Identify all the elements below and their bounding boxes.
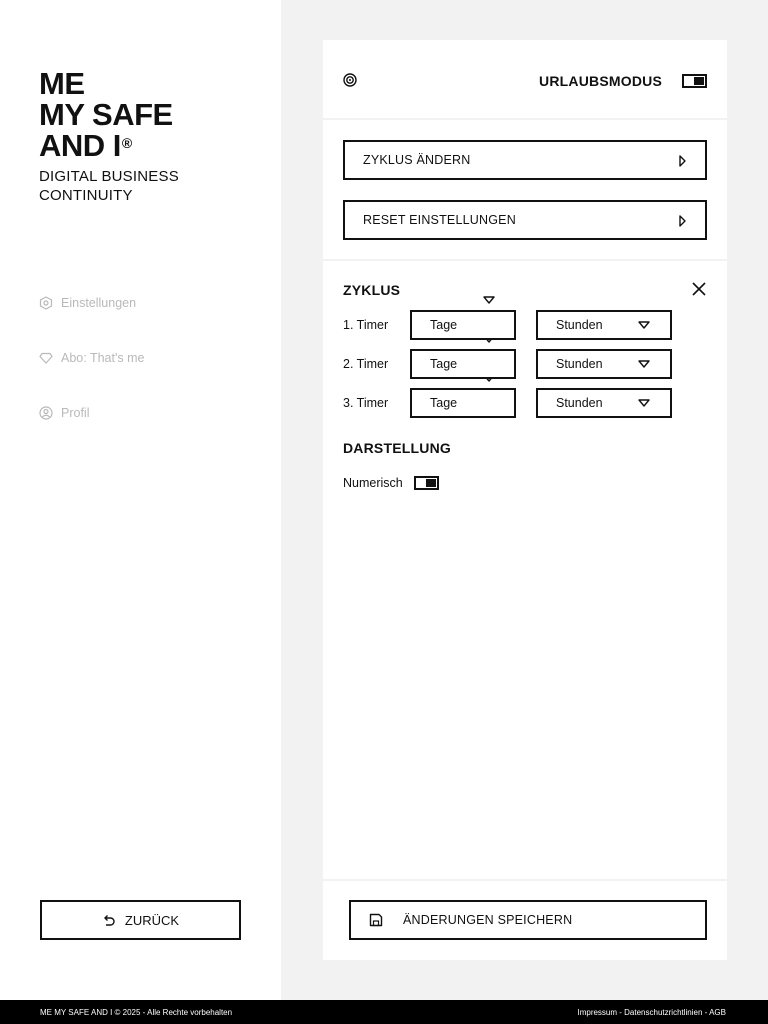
- timer-row: [343, 349, 707, 379]
- select-value: Stunden: [556, 357, 603, 371]
- target-icon: [343, 73, 357, 87]
- sidebar: [0, 0, 281, 1000]
- save-changes-button[interactable]: [349, 900, 707, 940]
- timer-days-select[interactable]: [410, 349, 516, 379]
- diamond-icon: [39, 351, 53, 365]
- reset-settings-button[interactable]: [343, 200, 707, 240]
- logo-line-1: ME: [39, 66, 85, 101]
- footer-divider: [323, 879, 727, 881]
- chevron-down-icon: [638, 321, 650, 329]
- logo-line-2: MY SAFE: [39, 97, 173, 132]
- timer-days-select[interactable]: [410, 310, 516, 340]
- save-icon: [369, 913, 383, 927]
- timer-label: 1. Timer: [343, 318, 389, 332]
- reset-settings-label: RESET EINSTELLUNGEN: [363, 213, 516, 227]
- timer-days-select[interactable]: [410, 388, 516, 418]
- timer-hours-select[interactable]: [536, 310, 672, 340]
- vacation-mode-toggle[interactable]: [682, 74, 707, 88]
- change-cycle-label: ZYKLUS ÄNDERN: [363, 153, 471, 167]
- close-icon[interactable]: [690, 280, 708, 298]
- terms-link[interactable]: AGB: [709, 1008, 726, 1017]
- timer-label: 2. Timer: [343, 357, 389, 371]
- select-value: Stunden: [556, 318, 603, 332]
- chevron-right-icon: [677, 214, 687, 228]
- chevron-right-icon: [677, 154, 687, 168]
- page-footer: [0, 1000, 768, 1024]
- change-cycle-button[interactable]: [343, 140, 707, 180]
- chevron-down-icon[interactable]: [483, 296, 495, 304]
- select-value: Tage: [430, 318, 458, 332]
- display-section-title: DARSTELLUNG: [343, 440, 451, 456]
- logo-line-3-text: AND I: [39, 128, 121, 163]
- back-button[interactable]: [40, 900, 241, 940]
- chevron-down-icon: [638, 360, 650, 368]
- sidebar-item-label: Abo: That's me: [61, 351, 145, 365]
- save-changes-label: ÄNDERUNGEN SPEICHERN: [403, 913, 573, 927]
- settings-panel: [323, 40, 727, 960]
- timer-row: [343, 310, 707, 340]
- sidebar-item-subscription[interactable]: [39, 349, 144, 367]
- toggle-knob: [694, 77, 704, 85]
- footer-separator: -: [617, 1008, 625, 1017]
- select-value: Stunden: [556, 396, 603, 410]
- numeric-label: Numerisch: [343, 476, 403, 490]
- copyright-text: ME MY SAFE AND I © 2025 - Alle Rechte vorbehalten: [40, 1008, 233, 1017]
- sidebar-nav: [39, 294, 144, 459]
- sidebar-item-label: Profil: [61, 406, 90, 420]
- footer-separator: -: [702, 1008, 710, 1017]
- vacation-mode-label: URLAUBSMODUS: [539, 73, 662, 89]
- impressum-link[interactable]: Impressum: [577, 1008, 618, 1017]
- undo-icon: [102, 913, 116, 927]
- brand-logo: [39, 68, 173, 161]
- timer-hours-select[interactable]: [536, 349, 672, 379]
- logo-line-3: [39, 130, 173, 161]
- sidebar-item-settings[interactable]: [39, 294, 144, 312]
- numeric-toggle[interactable]: [414, 476, 439, 490]
- sidebar-item-label: Einstellungen: [61, 296, 137, 310]
- timer-row: [343, 388, 707, 418]
- tagline-line-2: CONTINUITY: [39, 187, 133, 204]
- hexagon-settings-icon: [39, 296, 53, 310]
- tagline-line-1: DIGITAL BUSINESS: [39, 168, 179, 185]
- select-value: Tage: [430, 396, 458, 410]
- cycle-section-title: ZYKLUS: [343, 282, 401, 298]
- footer-links: [577, 1008, 726, 1017]
- timer-hours-select[interactable]: [536, 388, 672, 418]
- registered-mark: ®: [121, 135, 132, 151]
- section-divider: [323, 259, 727, 261]
- back-button-label: ZURÜCK: [124, 912, 180, 928]
- timer-label: 3. Timer: [343, 396, 389, 410]
- privacy-link[interactable]: Datenschutzrichtlinien: [624, 1008, 703, 1017]
- user-circle-icon: [39, 406, 53, 420]
- sidebar-item-profile[interactable]: [39, 404, 144, 422]
- select-value: Tage: [430, 357, 458, 371]
- panel-header: [323, 40, 727, 120]
- toggle-knob: [426, 479, 436, 487]
- chevron-down-icon: [638, 399, 650, 407]
- tagline: [39, 167, 179, 205]
